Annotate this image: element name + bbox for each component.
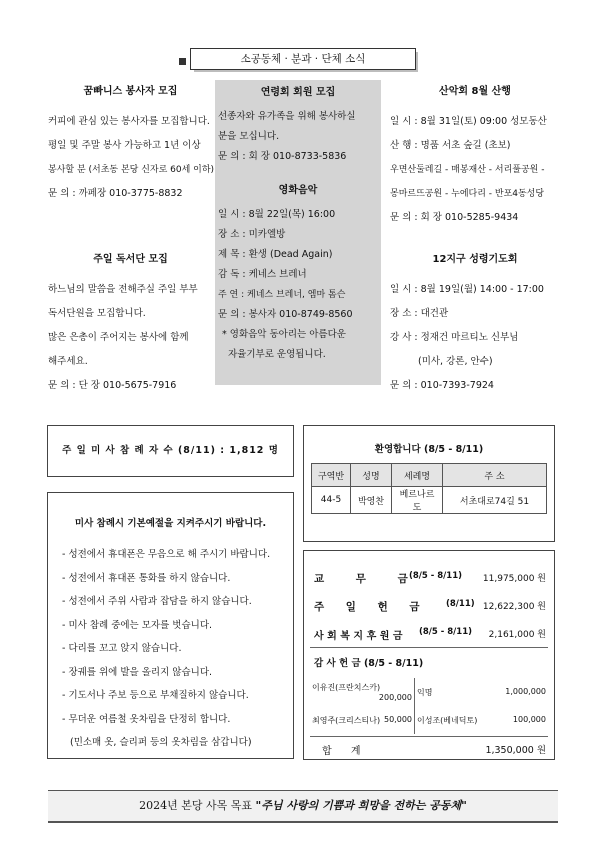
reading-line: 많은 은총이 주어지는 봉사에 함께 — [48, 332, 189, 343]
offering-label: 교 무 금 — [314, 573, 422, 585]
movie-line: 제 목 : 환생 (Dead Again) — [218, 249, 333, 260]
welcome-box — [303, 425, 555, 542]
etiquette-item: - 기도서나 주보 등으로 부채질하지 않습니다. — [62, 690, 249, 701]
welcome-table — [311, 463, 547, 514]
col-header: 성명 — [351, 464, 392, 487]
reading-line: 하느님의 말씀을 전해주실 주일 부부 — [48, 284, 198, 295]
alumni-line: 선종자와 유가족을 위해 봉사하실 — [218, 111, 356, 122]
offering-amount: 2,161,000 원 — [488, 630, 546, 640]
attendance-text: 주 일 미 사 참 례 자 수 (8/11) : 1,812 명 — [62, 445, 279, 456]
donor-name: 이성조(베네딕토) 100,000 — [417, 714, 546, 725]
prayer-line: 강 사 : 정재건 마르티노 신부님 — [390, 332, 519, 343]
total-value: 1,350,000 원 — [485, 745, 546, 756]
donor-name: 최영주(크리스티나) 50,000 — [310, 706, 415, 734]
volunteer-title: 꿈빠니스 봉사자 모집 — [83, 86, 178, 97]
prayer-line: 일 시 : 8월 19일(월) 14:00 - 17:00 — [390, 284, 544, 295]
etiquette-box — [47, 492, 294, 759]
movie-title: 영화음악 — [278, 185, 318, 196]
prayer-title: 12지구 성령기도회 — [432, 254, 518, 265]
offering-label: 주 일 헌 금 — [314, 601, 429, 613]
etiquette-item: (민소매 옷, 슬리퍼 등의 옷차림을 삼갑니다) — [70, 737, 252, 748]
footer-prefix: 2024년 본당 사목 목표 — [139, 799, 253, 812]
hiking-line: 몽마르뜨공원 - 누에다리 - 반포4동성당 — [390, 189, 545, 199]
welcome-title: 환영합니다 (8/5 - 8/11) — [374, 444, 484, 455]
table-header-row — [312, 464, 547, 487]
movie-line: 일 시 : 8월 22일(목) 16:00 — [218, 209, 336, 220]
offering-period: (8/5 - 8/11) — [419, 627, 472, 637]
movie-line: 감 독 : 케네스 브레너 — [218, 269, 307, 280]
movie-contact: 문 의 : 봉사자 010-8749-8560 — [218, 309, 353, 320]
table-cell: 박영찬 — [351, 487, 392, 514]
offering-amount: 11,975,000 원 — [482, 574, 546, 584]
movie-note: * 영화음악 동아리는 아름다운 — [222, 329, 346, 340]
reading-contact: 문 의 : 단 장 010-5675-7916 — [48, 380, 177, 391]
col-header: 구역반 — [312, 464, 351, 487]
total-label: 합 계 — [322, 746, 369, 757]
footer-slogan: "주님 사랑의 기쁨과 희망을 전하는 공동체" — [255, 799, 467, 812]
movie-line: 주 연 : 케네스 브레너, 엠마 톰슨 — [218, 290, 346, 300]
section-title: 소공동체 · 분과 · 단체 소식 — [190, 48, 416, 70]
table-cell: 44-5 — [312, 487, 351, 514]
prayer-line: 장 소 : 대건관 — [390, 308, 449, 319]
donation-row — [310, 678, 548, 706]
etiquette-item: - 장궤를 위에 발을 올리지 않습니다. — [62, 666, 213, 678]
hiking-contact: 문 의 : 회 장 010-5285-9434 — [390, 212, 519, 223]
hiking-line: 일 시 : 8월 31일(토) 09:00 성모동산 — [390, 116, 547, 127]
hiking-line: 산 행 : 명품 서초 숲길 (초보) — [390, 140, 511, 151]
right-column — [390, 82, 560, 398]
etiquette-item: - 미사 참례 중에는 모자를 벗습니다. — [62, 619, 213, 631]
donation-table — [310, 678, 548, 734]
table-row — [312, 487, 547, 514]
header-bullet-icon — [179, 58, 186, 65]
middle-column — [215, 80, 381, 385]
table-cell: 서초대로74길 51 — [443, 487, 547, 514]
section-header — [175, 42, 425, 74]
volunteer-line: 봉사할 분 (서초동 본당 신자로 60세 이하) — [48, 165, 215, 175]
etiquette-title: 미사 참례시 기본예절을 지켜주시기 바랍니다. — [74, 518, 267, 529]
etiquette-item: - 성전에서 주위 사람과 잡담을 하지 않습니다. — [62, 596, 252, 607]
donation-title-row — [314, 655, 546, 669]
donation-title: 감 사 헌 금 (8/5 - 8/11) — [314, 658, 424, 669]
etiquette-item: - 성전에서 휴대폰은 무음으로 해 주시기 바랍니다. — [62, 549, 271, 560]
etiquette-item: - 다리를 꼬고 앉지 않습니다. — [62, 643, 182, 654]
donor-name: 이유진(프란치스카) 200,000 — [310, 678, 415, 706]
hiking-line: 우면산둘레길 - 매봉재산 - 서리풀공원 - — [390, 165, 545, 175]
table-cell: 베르나르도 — [392, 487, 443, 514]
volunteer-line: 평일 및 주말 봉사 가능하고 1년 이상 — [48, 140, 201, 151]
offering-period: (8/11) — [446, 599, 475, 609]
footer-banner — [48, 790, 558, 823]
donor-name: 익명 1,000,000 — [417, 686, 546, 697]
left-column — [48, 82, 213, 398]
volunteer-line: 커피에 관심 있는 봉사자를 모집합니다. — [48, 116, 210, 127]
offering-amount: 12,622,300 원 — [482, 602, 546, 612]
donation-row — [310, 706, 548, 734]
attendance-box — [47, 425, 294, 477]
etiquette-item: - 성전에서 휴대폰 통화를 하지 않습니다. — [62, 572, 231, 584]
offering-box — [303, 550, 555, 760]
movie-line: 장 소 : 미카엘방 — [218, 229, 286, 240]
col-header: 주 소 — [443, 464, 547, 487]
prayer-line: (미사, 강론, 안수) — [418, 356, 493, 367]
movie-note: 자율기부로 운영됩니다. — [228, 349, 326, 360]
offering-period: (8/5 - 8/11) — [409, 571, 462, 581]
reading-line: 해주세요. — [48, 356, 88, 367]
reading-line: 독서단원을 모집합니다. — [48, 308, 146, 319]
col-header: 세례명 — [392, 464, 443, 487]
etiquette-item: - 무더운 여름철 옷차림을 단정히 합니다. — [62, 713, 231, 725]
hiking-title: 산악회 8월 산행 — [439, 86, 511, 97]
alumni-contact: 문 의 : 회 장 010-8733-5836 — [218, 151, 347, 162]
volunteer-contact: 문 의 : 까페장 010-3775-8832 — [48, 188, 183, 199]
prayer-contact: 문 의 : 010-7393-7924 — [390, 380, 494, 391]
offering-label: 사 회 복 지 후 원 금 — [314, 631, 403, 642]
reading-title: 주일 독서단 모집 — [93, 254, 168, 265]
alumni-title: 연령회 회원 모집 — [260, 87, 336, 98]
alumni-line: 분을 모십니다. — [218, 131, 280, 142]
